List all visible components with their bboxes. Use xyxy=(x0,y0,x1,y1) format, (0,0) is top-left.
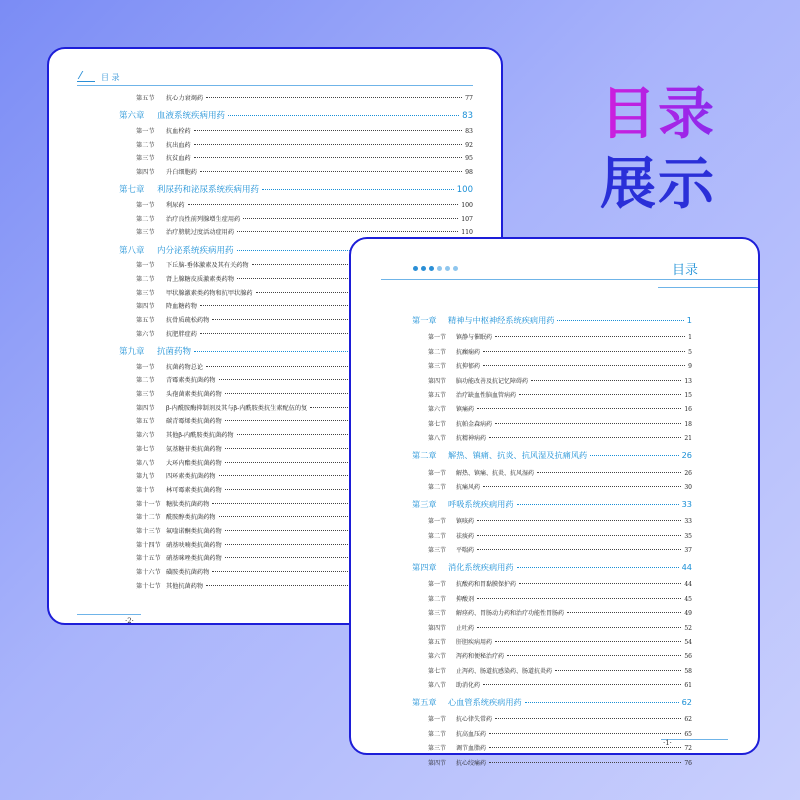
dot-leader xyxy=(519,583,681,584)
page-ref: 107 xyxy=(461,215,473,223)
section-title: 抗肥胖症药 xyxy=(166,330,197,338)
section-number: 第一节 xyxy=(428,716,447,724)
page-ref: 92 xyxy=(465,141,473,149)
page-ref: 13 xyxy=(684,377,692,385)
page-ref: 100 xyxy=(456,185,473,196)
page-header xyxy=(77,71,120,83)
page-ref: 110 xyxy=(461,229,473,237)
dot-leader xyxy=(495,718,681,719)
page-ref: 9 xyxy=(688,363,692,371)
page-ref: 44 xyxy=(684,581,692,589)
page-ref: 83 xyxy=(465,127,473,135)
section-number: 第十三节 xyxy=(136,528,161,535)
toc-section-row[interactable] xyxy=(136,126,473,135)
section-title: 其他β-内酰胺类抗菌药物 xyxy=(166,432,234,440)
toc-section-row[interactable] xyxy=(136,140,473,149)
dot-leader xyxy=(555,670,681,671)
page-ref: 83 xyxy=(462,111,473,122)
section-number: 第七节 xyxy=(136,445,155,453)
page-ref: 52 xyxy=(684,624,692,632)
toc-section-row[interactable] xyxy=(136,200,473,209)
chapter-title: 血液系统疾病用药 xyxy=(157,111,226,122)
dot-leader xyxy=(237,231,458,232)
section-title: 氨基糖苷类抗菌药物 xyxy=(166,445,222,453)
page-ref: 15 xyxy=(684,392,692,399)
toc-section-row[interactable] xyxy=(428,651,692,660)
footer-divider xyxy=(77,614,141,615)
section-title: 抗高血压药 xyxy=(456,730,487,738)
dot-leader xyxy=(477,520,681,521)
section-number: 第七节 xyxy=(428,667,447,675)
dot-leader xyxy=(188,204,459,205)
dot-leader xyxy=(243,218,458,219)
section-title: 解热、镇痛、抗炎、抗风湿药 xyxy=(456,469,535,477)
dot-leader xyxy=(517,567,679,568)
toc-chapter-row[interactable] xyxy=(119,109,473,121)
page-ref: 1 xyxy=(688,334,692,342)
section-title: 抗精神病药 xyxy=(456,435,487,443)
chapter-title: 利尿药和泌尿系统疾病用药 xyxy=(157,185,260,196)
toc-section-row[interactable] xyxy=(136,93,473,102)
section-title: 抑酸剂 xyxy=(456,595,475,603)
section-number: 第一节 xyxy=(136,127,155,135)
section-title: 磺胺类抗菌药物 xyxy=(166,569,210,577)
dot-leader xyxy=(507,655,681,656)
section-title: 肝胆疾病用药 xyxy=(456,638,493,646)
page-number: ·1· xyxy=(663,739,672,747)
section-number: 第一节 xyxy=(428,518,447,526)
dot-leader xyxy=(194,130,462,131)
section-number: 第三节 xyxy=(428,745,447,753)
page-ref: 100 xyxy=(461,201,473,209)
section-number: 第六节 xyxy=(136,432,155,440)
chapter-number: 第六章 xyxy=(119,111,145,122)
dot-leader xyxy=(200,171,462,172)
section-title: 脑功能改善及抗记忆障碍药 xyxy=(456,377,529,385)
section-title: 硝基呋喃类抗菌药物 xyxy=(166,541,222,549)
section-title: 助消化药 xyxy=(456,682,481,690)
section-number: 第一节 xyxy=(136,262,155,270)
toc-section-row[interactable] xyxy=(428,743,692,752)
toc-section-row[interactable] xyxy=(428,594,692,603)
dot-leader xyxy=(495,336,685,337)
toc-section-row[interactable] xyxy=(428,623,692,632)
dot-leader xyxy=(262,189,454,190)
chapter-number: 第二章 xyxy=(412,450,437,461)
page-ref: 95 xyxy=(465,155,473,163)
section-number: 第一节 xyxy=(428,581,447,589)
section-title: 糖肽类抗菌药物 xyxy=(166,500,210,508)
toc-chapter-row[interactable] xyxy=(412,697,692,708)
page-ref: 1 xyxy=(686,315,692,325)
dot-leader xyxy=(477,408,681,409)
section-title: 平喘药 xyxy=(456,547,475,554)
section-number: 第一节 xyxy=(428,334,447,342)
section-number: 第五节 xyxy=(136,317,155,324)
section-title: 抗癫痫药 xyxy=(456,348,481,356)
section-title: 利尿药 xyxy=(166,201,185,209)
section-title: 大环内酯类抗菌药物 xyxy=(166,459,222,467)
dot-leader xyxy=(489,747,681,748)
section-number: 第二节 xyxy=(428,348,447,356)
chapter-number: 第七章 xyxy=(119,185,145,196)
toc-section-row[interactable] xyxy=(428,666,692,675)
dot-leader xyxy=(590,455,678,456)
dot-leader xyxy=(489,762,681,763)
dot-leader xyxy=(517,504,679,505)
header-divider xyxy=(77,85,473,86)
page-ref: 26 xyxy=(684,469,692,477)
dot-leader xyxy=(537,472,681,473)
section-number: 第三节 xyxy=(428,363,447,371)
page-ref: 5 xyxy=(688,348,692,356)
toc-section-row[interactable] xyxy=(136,153,473,162)
section-number: 第四节 xyxy=(136,169,155,176)
toc-section-row[interactable] xyxy=(428,376,692,385)
chapter-title: 消化系统疾病用药 xyxy=(448,561,514,572)
section-number: 第十二节 xyxy=(136,514,161,522)
section-number: 第八节 xyxy=(136,459,155,467)
section-number: 第六节 xyxy=(428,653,447,661)
toc-section-row[interactable] xyxy=(428,419,692,428)
page-ref: 76 xyxy=(684,759,692,767)
dot-leader xyxy=(483,684,681,685)
toc-section-row[interactable] xyxy=(428,468,692,477)
section-title: 肾上腺糖皮质激素类药物 xyxy=(166,275,235,283)
toc-section-row[interactable] xyxy=(428,729,692,738)
page-ref: 98 xyxy=(465,169,473,176)
section-title: 镇痛药 xyxy=(456,406,475,414)
page-number: ·2· xyxy=(125,617,134,625)
page-ref: 33 xyxy=(681,498,692,509)
section-number: 第五节 xyxy=(136,95,155,102)
promo-title-line2: 展示 xyxy=(600,152,716,217)
section-number: 第五节 xyxy=(428,392,447,399)
section-title: 其他抗菌药物 xyxy=(166,582,204,590)
section-number: 第八节 xyxy=(428,682,447,690)
section-number: 第一节 xyxy=(428,469,447,477)
dot-leader xyxy=(531,380,681,381)
section-number: 第一节 xyxy=(136,363,155,371)
section-number: 第二节 xyxy=(428,483,447,491)
chapter-title: 抗菌药物 xyxy=(157,346,192,357)
section-number: 第四节 xyxy=(428,377,447,385)
toc-section-row[interactable] xyxy=(428,579,692,588)
section-number: 第五节 xyxy=(136,418,155,426)
section-number: 第六节 xyxy=(136,330,155,338)
toc-section-row[interactable] xyxy=(428,516,692,525)
dot-leader xyxy=(206,97,462,98)
dot-leader xyxy=(194,157,462,158)
chapter-number: 第五章 xyxy=(412,697,437,707)
section-title: β-内酰胺酶抑制剂及其与β-内酰胺类抗生素配伍的复 xyxy=(166,404,308,412)
section-title: 泻药和便秘治疗药 xyxy=(456,653,505,661)
toc-chapter-row[interactable] xyxy=(412,450,692,461)
section-title: 头孢菌素类抗菌药物 xyxy=(166,391,222,398)
toc-section-row[interactable] xyxy=(428,758,692,767)
dot-leader xyxy=(489,437,681,438)
page-ref: 77 xyxy=(465,95,473,102)
chapter-number: 第八章 xyxy=(119,245,145,256)
section-title: 止泻药、肠道抗感染药、肠道抗炎药 xyxy=(456,667,553,675)
section-number: 第二节 xyxy=(428,595,447,603)
toc-section-row[interactable] xyxy=(428,637,692,646)
dot-leader xyxy=(483,351,685,352)
dot-leader xyxy=(519,394,681,395)
page-ref: 54 xyxy=(684,638,692,646)
chapter-number: 第九章 xyxy=(119,346,145,357)
dot-leader xyxy=(477,549,681,550)
section-title: 碳青霉烯类抗菌药物 xyxy=(166,418,222,426)
section-number: 第五节 xyxy=(428,638,447,646)
dot-leader xyxy=(228,115,459,116)
toc-section-row[interactable] xyxy=(428,608,692,617)
toc-section-row[interactable] xyxy=(428,714,692,723)
section-number: 第三节 xyxy=(428,547,447,554)
chapter-number: 第三章 xyxy=(412,498,437,509)
section-title: 祛痰药 xyxy=(456,532,475,540)
chapter-title: 心血管系统疾病用药 xyxy=(448,697,522,707)
section-number: 第二节 xyxy=(136,141,155,149)
section-number: 第十一节 xyxy=(136,500,161,508)
section-title: 调节血脂药 xyxy=(456,745,487,753)
section-number: 第十六节 xyxy=(136,569,161,577)
chapter-title: 呼吸系统疾病用药 xyxy=(448,498,514,509)
page-ref: 58 xyxy=(684,667,692,675)
page-ref: 18 xyxy=(684,420,692,428)
section-number: 第二节 xyxy=(136,377,155,385)
section-title: 治疗缺血性脑血管病药 xyxy=(456,392,517,399)
toc-section-row[interactable] xyxy=(428,531,692,540)
section-title: 抗出血药 xyxy=(166,141,191,149)
toc-section-row[interactable] xyxy=(428,361,692,370)
toc-chapter-row[interactable] xyxy=(412,315,692,326)
dot-leader xyxy=(495,641,681,642)
section-number: 第八节 xyxy=(428,435,447,443)
section-title: 酰胺醇类抗菌药物 xyxy=(166,514,216,522)
page-ref: 16 xyxy=(684,406,692,414)
chapter-title: 精神与中枢神经系统疾病用药 xyxy=(448,315,555,325)
dot-leader xyxy=(477,535,681,536)
section-number: 第二节 xyxy=(428,532,447,540)
section-number: 第四节 xyxy=(428,624,447,632)
page-ref: 65 xyxy=(684,730,692,738)
section-number: 第四节 xyxy=(136,303,155,311)
section-title: 氟喹诺酮类抗菌药物 xyxy=(166,528,222,535)
section-number: 第二节 xyxy=(136,275,155,283)
section-title: 抗心律失常药 xyxy=(456,716,493,724)
section-number: 第九节 xyxy=(136,473,155,481)
section-number: 第三节 xyxy=(136,391,155,398)
section-number: 第一节 xyxy=(136,201,155,209)
dot-leader xyxy=(477,598,681,599)
chapter-number: 第一章 xyxy=(412,315,437,325)
section-number: 第三节 xyxy=(136,229,155,237)
section-title: 林可霉素类抗菌药物 xyxy=(166,486,222,494)
section-number: 第二节 xyxy=(136,215,155,223)
page-ref: 37 xyxy=(684,547,692,554)
page-ref: 21 xyxy=(684,435,692,443)
toc-section-row[interactable] xyxy=(136,167,473,176)
toc-chapter-row[interactable] xyxy=(412,499,692,510)
section-number: 第七节 xyxy=(428,420,447,428)
section-title: 降血糖药物 xyxy=(166,303,197,311)
page-ref: 72 xyxy=(684,745,692,753)
section-number: 第四节 xyxy=(428,759,447,767)
section-title: 下丘脑-垂体激素及其有关药物 xyxy=(166,262,249,270)
page-ref: 30 xyxy=(684,483,692,491)
dot-leader xyxy=(477,627,681,628)
section-title: 抗帕金森病药 xyxy=(456,420,493,428)
section-title: 抗心绞痛药 xyxy=(456,759,487,767)
section-number: 第十七节 xyxy=(136,582,161,590)
section-title: 硝基咪唑类抗菌药物 xyxy=(166,555,222,563)
toc-section-row[interactable] xyxy=(136,214,473,223)
section-title: 抗酸药和胃黏膜保护药 xyxy=(456,581,517,589)
toc-chapter-row[interactable] xyxy=(119,183,473,195)
section-title: 治疗膀胱过度活动症用药 xyxy=(166,229,235,237)
section-title: 抗抑郁药 xyxy=(456,363,481,371)
page-ref: 45 xyxy=(684,595,692,603)
dot-leader xyxy=(495,423,681,424)
section-number: 第十五节 xyxy=(136,555,161,563)
section-title: 抗血栓药 xyxy=(166,127,191,135)
toc-section-row[interactable] xyxy=(428,404,692,413)
page-ref: 33 xyxy=(684,518,692,526)
chapter-number: 第四章 xyxy=(412,561,437,572)
section-number: 第四节 xyxy=(136,404,155,412)
section-title: 青霉素类抗菌药物 xyxy=(166,377,216,385)
page-ref: 62 xyxy=(684,716,692,724)
section-title: 解痉药、胃肠动力药和治疗功能性胃肠药 xyxy=(456,610,565,618)
toc-section-row[interactable] xyxy=(428,482,692,491)
dot-leader xyxy=(489,733,681,734)
section-title: 治疗良性前列腺增生症用药 xyxy=(166,215,241,223)
section-title: 四环素类抗菌药物 xyxy=(166,473,216,481)
page-ref: 49 xyxy=(684,610,692,618)
dot-leader xyxy=(557,320,683,321)
header-dots-icon xyxy=(413,266,458,271)
section-number: 第六节 xyxy=(428,406,447,414)
toc-page-1 xyxy=(349,237,760,767)
dot-leader xyxy=(194,144,462,145)
chapter-title: 解热、镇痛、抗炎、抗风湿及抗痛风药 xyxy=(448,450,588,461)
section-title: 抗心力衰竭药 xyxy=(166,95,204,102)
toc-section-row[interactable] xyxy=(136,227,473,236)
section-title: 镇咳药 xyxy=(456,518,475,526)
toc-section-row[interactable] xyxy=(428,390,692,399)
toc-section-row[interactable] xyxy=(428,545,692,554)
promo-title-line1: 目录 xyxy=(573,70,743,150)
page-ref: 44 xyxy=(681,561,692,572)
section-title: 甲状腺激素类药物和抗甲状腺药 xyxy=(166,289,253,297)
section-title: 抗痛风药 xyxy=(456,483,481,491)
section-number: 第三节 xyxy=(428,610,447,618)
page-ref: 35 xyxy=(684,532,692,540)
dot-leader xyxy=(525,702,679,703)
dot-leader xyxy=(483,365,685,366)
dot-leader xyxy=(567,612,681,613)
section-number: 第十节 xyxy=(136,486,155,494)
toc-section-row[interactable] xyxy=(428,433,692,442)
section-title: 升白细胞药 xyxy=(166,169,197,176)
book-logo-icon xyxy=(77,71,95,82)
header-title: 目录 xyxy=(671,263,698,278)
header-title: 目 录 xyxy=(101,73,120,82)
section-number: 第三节 xyxy=(136,289,155,297)
dot-leader xyxy=(483,486,681,487)
section-title: 抗贫血药 xyxy=(166,155,191,163)
page-ref: 62 xyxy=(681,697,692,707)
page-ref: 56 xyxy=(684,653,692,661)
toc-section-row[interactable] xyxy=(428,680,692,689)
page-ref: 61 xyxy=(684,682,692,690)
section-number: 第二节 xyxy=(428,730,447,738)
section-number: 第三节 xyxy=(136,155,155,163)
section-title: 抗骨质疏松药物 xyxy=(166,317,210,324)
section-number: 第十四节 xyxy=(136,541,161,549)
toc-section-row[interactable] xyxy=(428,347,692,356)
page-ref: 26 xyxy=(681,450,692,461)
section-title: 止吐药 xyxy=(456,624,475,632)
section-title: 镇静与催眠药 xyxy=(456,334,493,342)
section-title: 抗菌药物总论 xyxy=(166,363,204,371)
chapter-title: 内分泌系统疾病用药 xyxy=(157,245,234,256)
toc-section-row[interactable] xyxy=(428,332,692,341)
toc-chapter-row[interactable] xyxy=(412,562,692,573)
